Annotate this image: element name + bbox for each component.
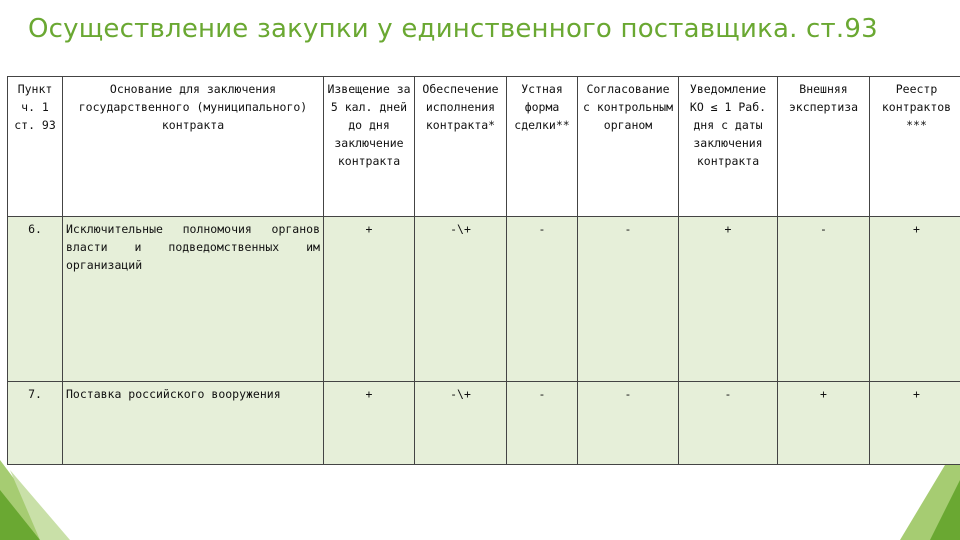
cell-contract-registry: +	[870, 217, 960, 382]
row-number: 6.	[8, 217, 63, 382]
header-item-number: Пункт ч. 1 ст. 93	[8, 77, 63, 217]
header-oral-form: Устная форма сделки**	[507, 77, 578, 217]
cell-oral-form: -	[507, 217, 578, 382]
cell-approval: -	[578, 382, 679, 465]
row-basis: Исключительные полномочия органов власти и подведомственных им организаций	[63, 217, 324, 382]
cell-oral-form: -	[507, 382, 578, 465]
table-header-row	[8, 77, 960, 217]
cell-security: -\+	[415, 217, 507, 382]
header-basis: Основание для заключения государственного (муниципального) контракта	[63, 77, 324, 217]
header-notice: Извещение за 5 кал. дней до дня заключение контракта	[324, 77, 415, 217]
header-external-expertise: Внешняя экспертиза	[778, 77, 870, 217]
table-row	[8, 382, 960, 465]
cell-notification: -	[679, 382, 778, 465]
header-notification: Уведомление КО ≤ 1 Раб. дня с даты заключения контракта	[679, 77, 778, 217]
row-basis: Поставка российского вооружения	[63, 382, 324, 465]
cell-notification: +	[679, 217, 778, 382]
cell-external-expertise: +	[778, 382, 870, 465]
procurement-table	[7, 76, 960, 465]
header-contract-registry: Реестр контрактов ***	[870, 77, 960, 217]
slide-title: Осуществление закупки у единственного поставщика. ст.93	[28, 14, 878, 44]
cell-external-expertise: -	[778, 217, 870, 382]
header-approval: Согласование с контрольным органом	[578, 77, 679, 217]
cell-contract-registry: +	[870, 382, 960, 465]
cell-approval: -	[578, 217, 679, 382]
header-security: Обеспечение исполнения контракта*	[415, 77, 507, 217]
cell-notice: +	[324, 217, 415, 382]
row-number: 7.	[8, 382, 63, 465]
cell-notice: +	[324, 382, 415, 465]
table-row	[8, 217, 960, 382]
cell-security: -\+	[415, 382, 507, 465]
